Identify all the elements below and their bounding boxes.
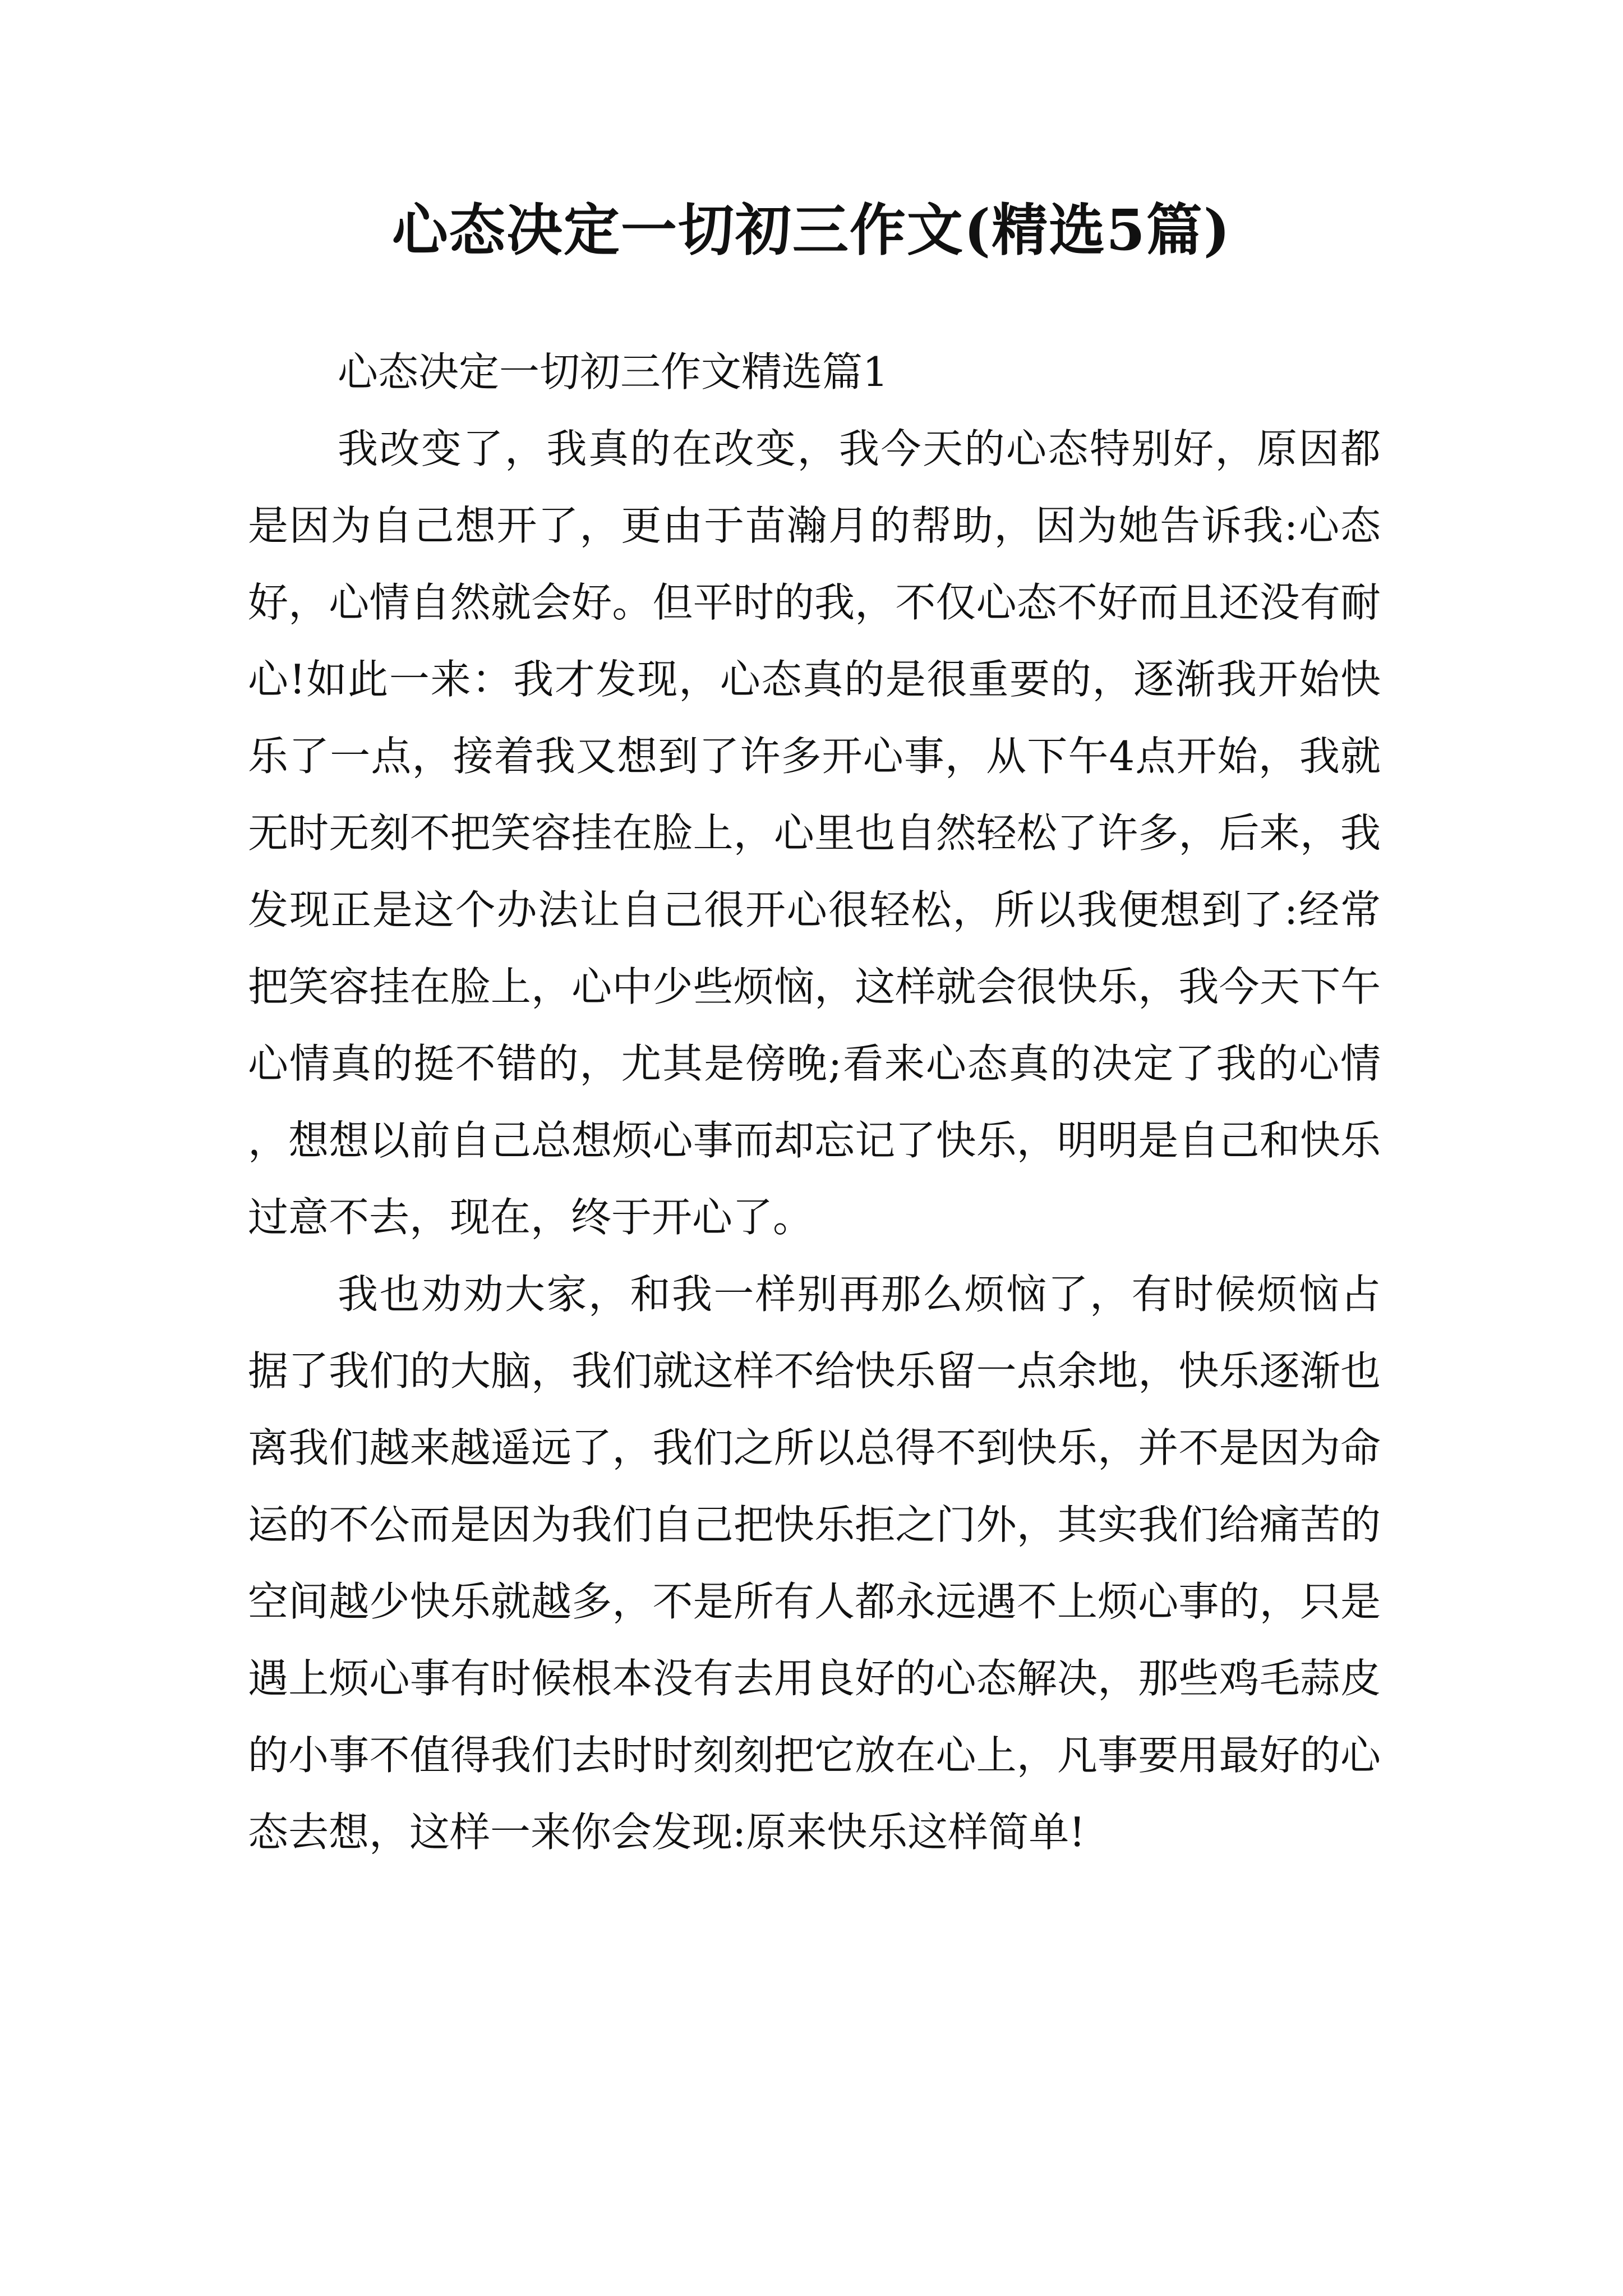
document-body	[248, 334, 1381, 1871]
document-title: 心态决定一切初三作文(精选5篇)	[391, 197, 1232, 263]
paragraph-2: 我也劝劝大家，和我一样别再那么烦恼了，有时候烦恼占据了我们的大脑，我们就这样不给快乐留一点余地，快乐逐渐也离我们越来越遥远了，我们之所以总得不到快乐，并不是因为命运的不公而是因为我们自己把快乐拒之门外，其实我们给痛苦的空间越少快乐就越多，不是所有人都永远遇不上烦心事的，只是遇上烦心事有时候根本没有去用良好的心态解决，那些鸡毛蒜皮的小事不值得我们去时时刻刻把它放在心上，凡事要用最好的心态去想，这样一来你会发现:原来快乐这样简单!	[248, 1271, 1381, 1856]
section-heading: 心态决定一切初三作文精选篇1	[338, 348, 888, 395]
paragraph-1: 我改变了，我真的在改变，我今天的心态特别好，原因都是因为自己想开了，更由于苗瀚月的帮助，因为她告诉我:心态好，心情自然就会好。但平时的我，不仅心态不好而且还没有耐心!如此一来：我才发现，心态真的是很重要的，逐渐我开始快乐了一点，接着我又想到了许多开心事，从下午4点开始，我就无时无刻不把笑容挂在脸上，心里也自然轻松了许多，后来，我发现正是这个办法让自己很开心很轻松，所以我便想到了:经常把笑容挂在脸上，心中少些烦恼，这样就会很快乐，我今天下午心情真的挺不错的，尤其是傍晚;看来心态真的决定了我的心情，想想以前自己总想烦心事而却忘记了快乐，明明是自己和快乐过意不去，现在，终于开心了。	[248, 425, 1381, 1241]
